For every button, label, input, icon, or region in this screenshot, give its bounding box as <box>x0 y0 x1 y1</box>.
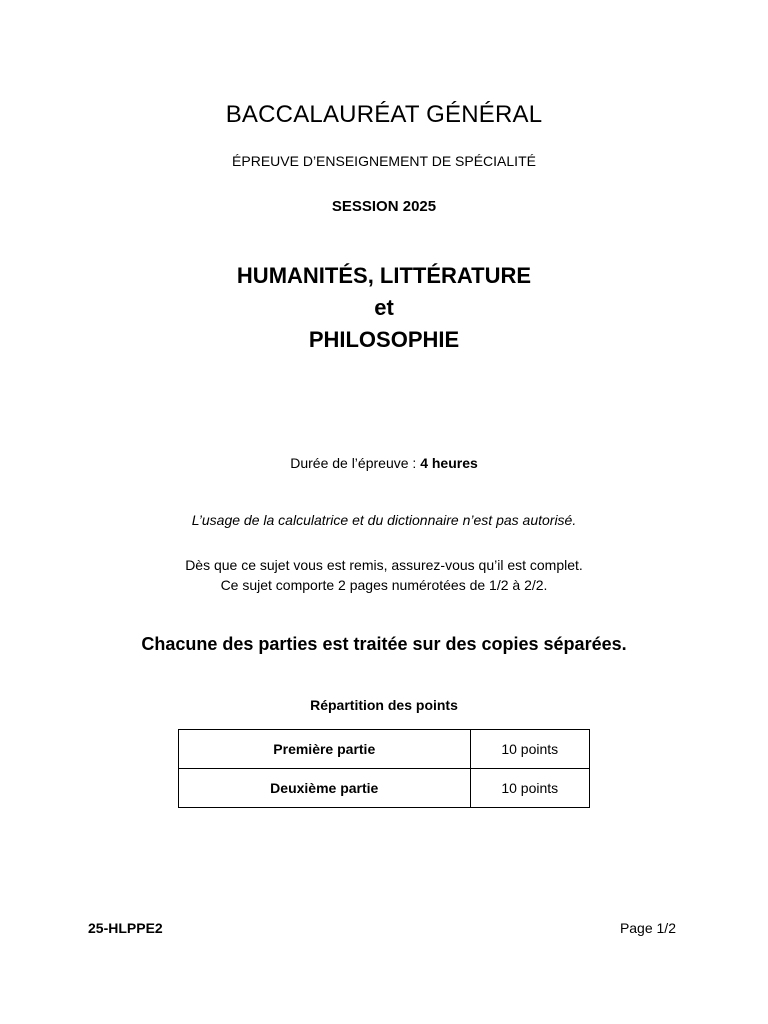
pages-line: Ce sujet comporte 2 pages numérotées de 1/2 à 2/2. <box>220 577 548 593</box>
separate-copies-notice: Chacune des parties est traitée sur des copies séparées. <box>141 634 627 654</box>
exam-title: BACCALAURÉAT GÉNÉRAL <box>225 101 543 128</box>
subject-line-1: HUMANITÉS, LITTÉRATURE <box>236 263 532 288</box>
part-label: Première partie <box>179 730 471 769</box>
table-row <box>179 769 590 808</box>
part-points: 10 points <box>470 769 589 808</box>
completeness-line: Dès que ce sujet vous est remis, assurez-vous qu’il est complet. <box>185 557 583 573</box>
table-row <box>179 730 590 769</box>
subject-heading <box>0 260 768 356</box>
completeness-notice <box>0 555 768 595</box>
duration-value: 4 heures <box>420 455 478 471</box>
duration-label: Durée de l’épreuve : <box>290 455 421 471</box>
subject-line-3: PHILOSOPHIE <box>308 327 460 352</box>
part-points: 10 points <box>470 730 589 769</box>
exam-session: SESSION 2025 <box>331 198 437 215</box>
exam-code: 25-HLPPE2 <box>88 920 163 936</box>
points-table <box>178 729 590 808</box>
subject-line-2: et <box>374 295 394 320</box>
part-label: Deuxième partie <box>179 769 471 808</box>
points-table-title: Répartition des points <box>310 697 458 713</box>
exam-subtitle: ÉPREUVE D’ENSEIGNEMENT DE SPÉCIALITÉ <box>232 153 536 169</box>
exam-duration <box>0 455 768 471</box>
page-number: Page 1/2 <box>619 920 676 936</box>
calculator-notice: L’usage de la calculatrice et du dictionnaire n’est pas autorisé. <box>191 512 577 528</box>
